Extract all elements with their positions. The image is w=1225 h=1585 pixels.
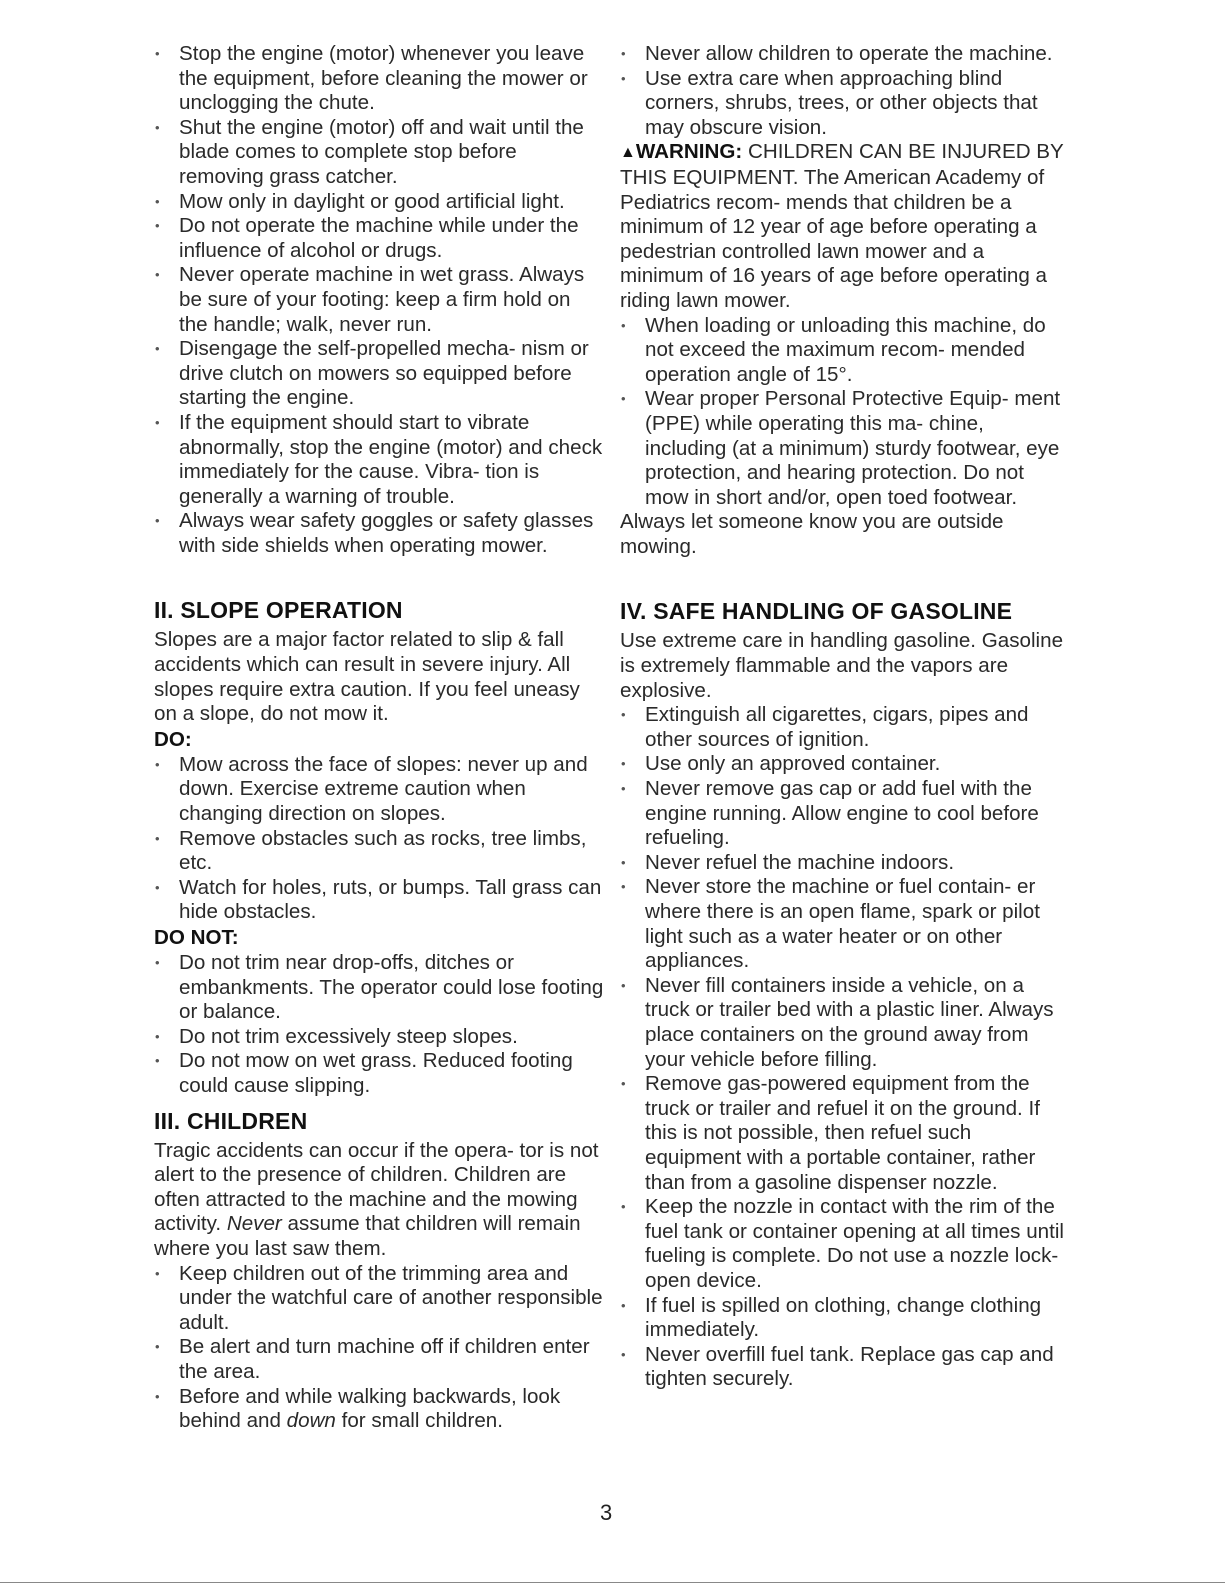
list-item: • Keep the nozzle in contact with the rim of the fuel tank or container opening at all times until fueling is complete. Do not use a nozzle lock-open device. bbox=[620, 1195, 1065, 1293]
list-item: • Do not trim near drop-offs, ditches or embankments. The operator could lose footing or balance. bbox=[154, 951, 604, 1025]
children-list bbox=[154, 1262, 604, 1434]
list-item: • Use extra care when approaching blind corners, shrubs, trees, or other objects that may obscure vision. bbox=[620, 67, 1065, 141]
list-item: • Wear proper Personal Protective Equip- ment (PPE) while operating this ma- chine, including (at a minimum) sturdy footwear, eye protection, and hearing protection. Do not mow in short and/or, open toed footwear. bbox=[620, 387, 1065, 510]
list-item: • Always wear safety goggles or safety glasses with side shields when operating mower. bbox=[154, 509, 604, 558]
list-item: • Never allow children to operate the machine. bbox=[620, 42, 1065, 67]
warning-text: CHILDREN CAN BE INJURED BY THIS EQUIPMENT. The American Academy of Pediatrics recom- mends that children be a minimum of 12 year of age before operating a pedestrian controlled lawn mower and a minimum of 16 years of age before operating a riding lawn mower. bbox=[620, 140, 1064, 312]
list-item: • Keep children out of the trimming area and under the watchful care of another responsible adult. bbox=[154, 1262, 604, 1336]
warning-triangle-icon: ▲ bbox=[620, 144, 636, 162]
children-continued-list bbox=[620, 42, 1065, 140]
bottom-rule bbox=[0, 1582, 1225, 1583]
list-item: • Mow across the face of slopes: never up and down. Exercise extreme caution when changing direction on slopes. bbox=[154, 753, 604, 827]
do-not-list bbox=[154, 951, 604, 1099]
children-intro-text: Tragic accidents can occur if the opera- tor is not alert to the presence of children. Children are often attracted to the machine and the mowing activity. bbox=[154, 1138, 599, 1236]
gasoline-list bbox=[620, 703, 1065, 1392]
gasoline-intro-paragraph: Use extreme care in handling gasoline. Gasoline is extremely flammable and the vapors are explosive. bbox=[620, 629, 1064, 702]
list-item: • Use only an approved container. bbox=[620, 752, 1065, 777]
children-intro-paragraph bbox=[154, 1139, 604, 1262]
list-item: • Do not mow on wet grass. Reduced footing could cause slipping. bbox=[154, 1049, 604, 1098]
list-item: • Never fill containers inside a vehicle, on a truck or trailer bed with a plastic liner. Always place containers on the ground away from your vehicle before filling. bbox=[620, 974, 1065, 1072]
list-item: • Shut the engine (motor) off and wait until the blade comes to complete stop before removing grass catcher. bbox=[154, 116, 604, 190]
do-not-label: DO NOT: bbox=[154, 926, 239, 949]
list-item: • If fuel is spilled on clothing, change clothing immediately. bbox=[620, 1294, 1065, 1343]
list-item: • Be alert and turn machine off if children enter the area. bbox=[154, 1335, 604, 1384]
list-item: • Watch for holes, ruts, or bumps. Tall grass can hide obstacles. bbox=[154, 876, 604, 925]
list-item: • Never store the machine or fuel contain- er where there is an open flame, spark or pilot light such as a water heater or on other appliances. bbox=[620, 875, 1065, 973]
warning-label: WARNING: bbox=[635, 140, 743, 164]
list-item: • Never refuel the machine indoors. bbox=[620, 851, 1065, 876]
slope-intro-paragraph: Slopes are a major factor related to slip & fall accidents which can result in severe injury. All slopes require extra caution. If you feel uneasy on a slope, do not mow it. bbox=[154, 628, 580, 726]
list-item: • Never remove gas cap or add fuel with the engine running. Allow engine to cool before refueling. bbox=[620, 777, 1065, 851]
children-intro-text-end: assume that children will remain where you last saw them. bbox=[154, 1212, 581, 1260]
list-item-emphasis: down bbox=[286, 1409, 336, 1433]
slope-operation-heading: II. SLOPE OPERATION bbox=[154, 597, 403, 624]
left-column bbox=[154, 42, 604, 1434]
list-item: • Extinguish all cigarettes, cigars, pipes and other sources of ignition. bbox=[620, 703, 1065, 752]
do-label: DO: bbox=[154, 727, 192, 751]
list-item: • Never overfill fuel tank. Replace gas cap and tighten securely. bbox=[620, 1343, 1065, 1392]
warning-paragraph bbox=[620, 140, 1065, 313]
list-item: • Remove obstacles such as rocks, tree limbs, etc. bbox=[154, 827, 604, 876]
list-item: • Do not operate the machine while under the influence of alcohol or drugs. bbox=[154, 214, 604, 263]
list-item: • When loading or unloading this machine, do not exceed the maximum recom- mended operation angle of 15°. bbox=[620, 314, 1065, 388]
list-item-text: Before and while walking backwards, look behind and bbox=[179, 1384, 561, 1433]
right-column bbox=[620, 42, 1065, 1392]
list-item: • Remove gas-powered equipment from the truck or trailer and refuel it on the ground. If this is not possible, then refuel such equipment with a portable container, rather than from a gasoline dispenser nozzle. bbox=[620, 1072, 1065, 1195]
do-list bbox=[154, 753, 604, 925]
list-item-text-end: for small children. bbox=[335, 1409, 503, 1433]
closing-paragraph: Always let someone know you are outside mowing. bbox=[620, 510, 1004, 558]
list-item: • Disengage the self-propelled mecha- nism or drive clutch on mowers so equipped before starting the engine. bbox=[154, 337, 604, 411]
children-intro-emphasis: Never bbox=[226, 1212, 282, 1236]
list-item bbox=[154, 1385, 604, 1434]
list-item: • Mow only in daylight or good artificial light. bbox=[154, 190, 604, 215]
children-heading: III. CHILDREN bbox=[154, 1107, 308, 1134]
list-item: • Do not trim excessively steep slopes. bbox=[154, 1025, 604, 1050]
gasoline-heading: IV. SAFE HANDLING OF GASOLINE bbox=[620, 598, 1013, 625]
intro-bullet-list bbox=[154, 42, 604, 558]
page-number: 3 bbox=[600, 1500, 613, 1525]
children-more-list bbox=[620, 314, 1065, 511]
list-item: • Stop the engine (motor) whenever you leave the equipment, before cleaning the mower or unclogging the chute. bbox=[154, 42, 604, 116]
list-item: • If the equipment should start to vibrate abnormally, stop the engine (motor) and check immediately for the cause. Vibra- tion is generally a warning of trouble. bbox=[154, 411, 604, 509]
list-item: • Never operate machine in wet grass. Always be sure of your footing: keep a firm hold on the handle; walk, never run. bbox=[154, 263, 604, 337]
